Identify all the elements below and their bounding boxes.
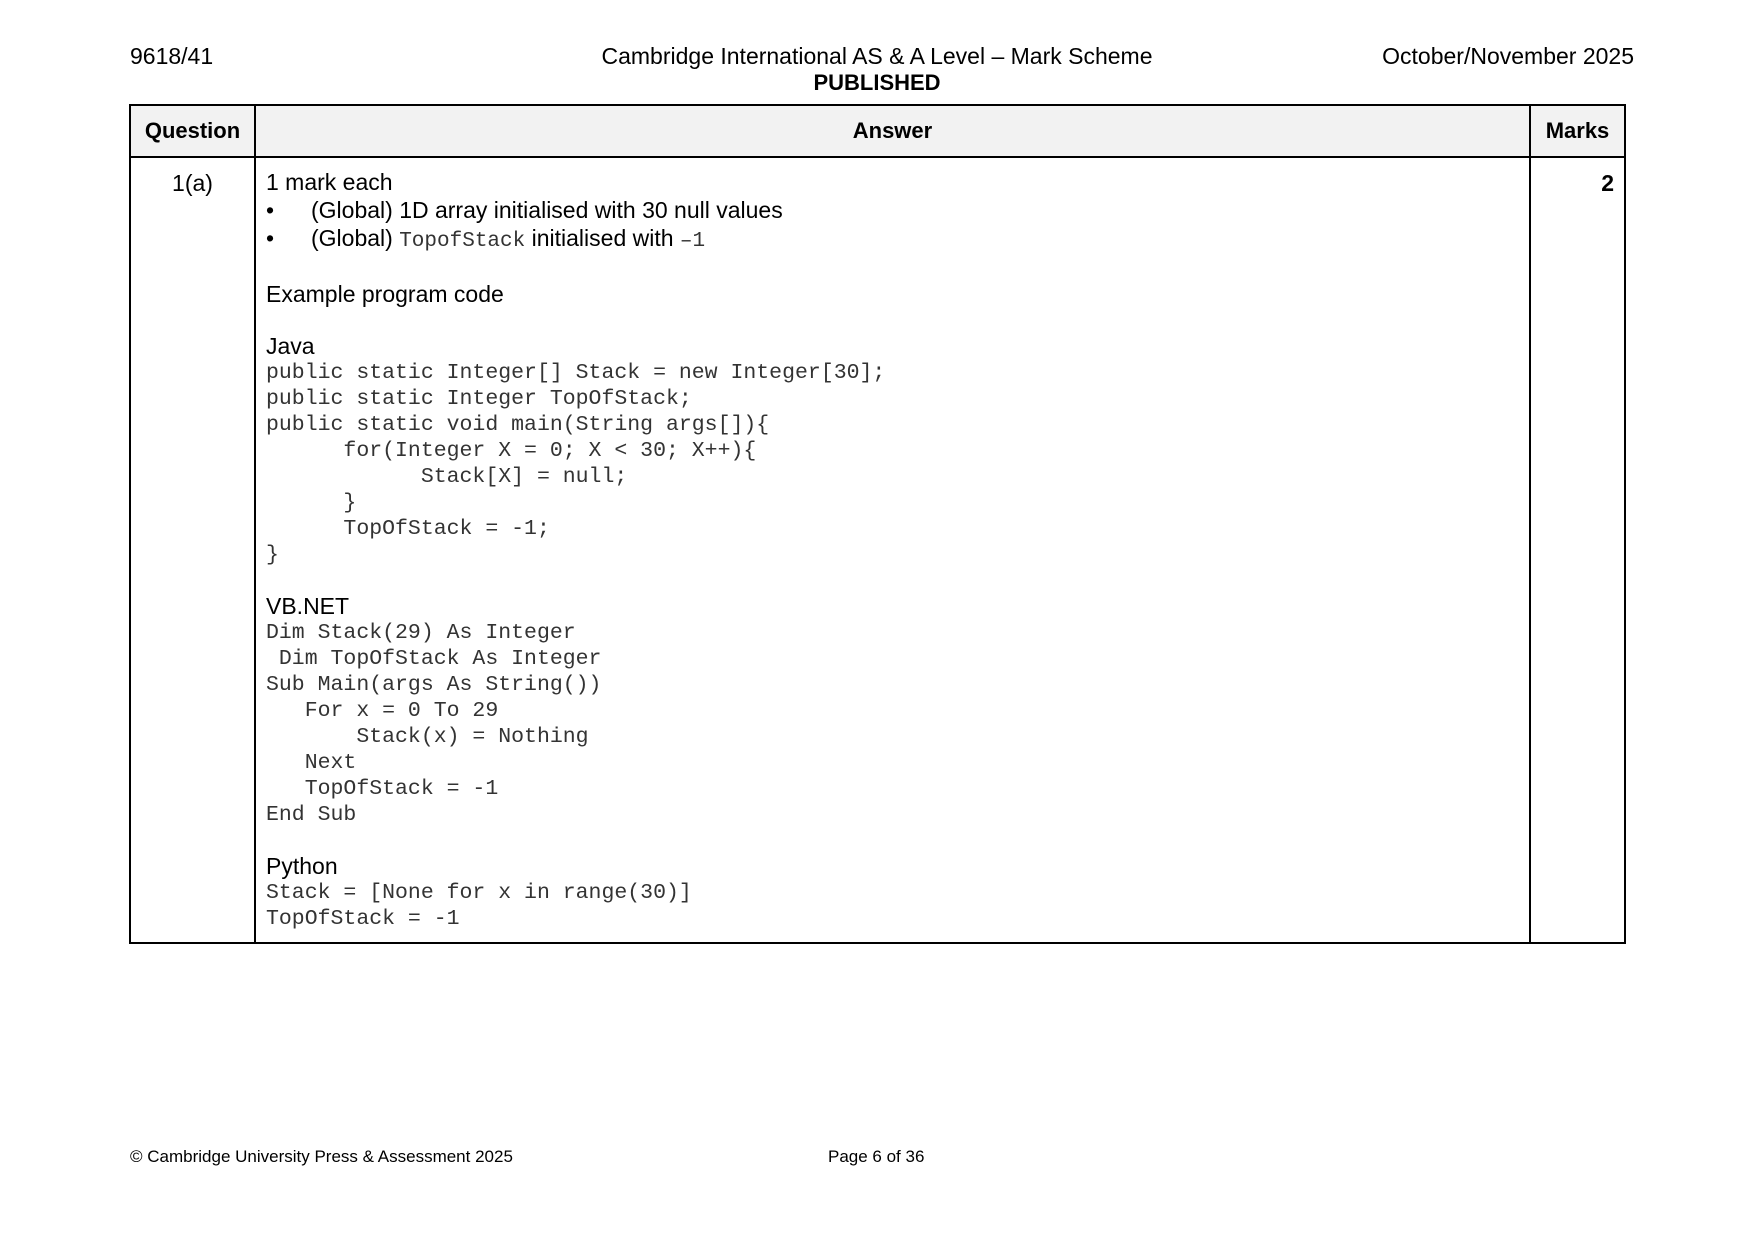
paper-code: 9618/41 xyxy=(130,43,214,69)
vbnet-code-block: Dim Stack(29) As Integer Dim TopOfStack As Integer Sub Main(args As String()) For x = 0 To 29 Stack(x) = Nothing Next TopOfStack = -1 End Sub xyxy=(266,621,602,827)
document-title: Cambridge International AS & A Level – Mark Scheme xyxy=(601,43,1153,69)
bullet-text: (Global) TopofStack initialised with –1 xyxy=(311,225,706,253)
mark-intro: 1 mark each xyxy=(266,169,393,195)
inline-code: –1 xyxy=(679,230,706,253)
python-code-block: Stack = [None for x in range(30)] TopOfStack = -1 xyxy=(266,881,692,931)
published-label: PUBLISHED xyxy=(813,70,941,95)
table-row xyxy=(130,157,1625,943)
python-label: Python xyxy=(266,853,338,879)
table-header-row xyxy=(130,105,1625,157)
bullet-icon: • xyxy=(266,225,275,251)
java-label: Java xyxy=(266,333,315,359)
vbnet-label: VB.NET xyxy=(266,593,350,619)
bullet-item xyxy=(266,196,1519,224)
page-number: Page 6 of 36 xyxy=(828,1147,925,1166)
answer-cell xyxy=(255,157,1530,943)
inline-code: TopofStack xyxy=(399,230,526,253)
bullet-item xyxy=(266,224,1519,256)
bullet-text: (Global) 1D array initialised with 30 null values xyxy=(311,197,783,223)
copyright-footer: © Cambridge University Press & Assessment 2025 xyxy=(130,1147,513,1166)
mark-scheme-table xyxy=(129,104,1626,944)
question-header: Question xyxy=(130,105,255,157)
question-number: 1(a) xyxy=(130,157,255,943)
exam-session: October/November 2025 xyxy=(1382,43,1634,69)
java-code-block: public static Integer[] Stack = new Integer[30]; public static Integer TopOfStack; public static void main(String args[]){ for(Integer X = 0; X < 30; X++){ Stack[X] = null; } TopOfStack = -1; } xyxy=(266,361,886,567)
marks-value: 2 xyxy=(1530,157,1625,943)
example-label: Example program code xyxy=(266,281,504,307)
answer-header: Answer xyxy=(255,105,1530,157)
bullet-icon: • xyxy=(266,197,275,223)
marks-header: Marks xyxy=(1530,105,1625,157)
